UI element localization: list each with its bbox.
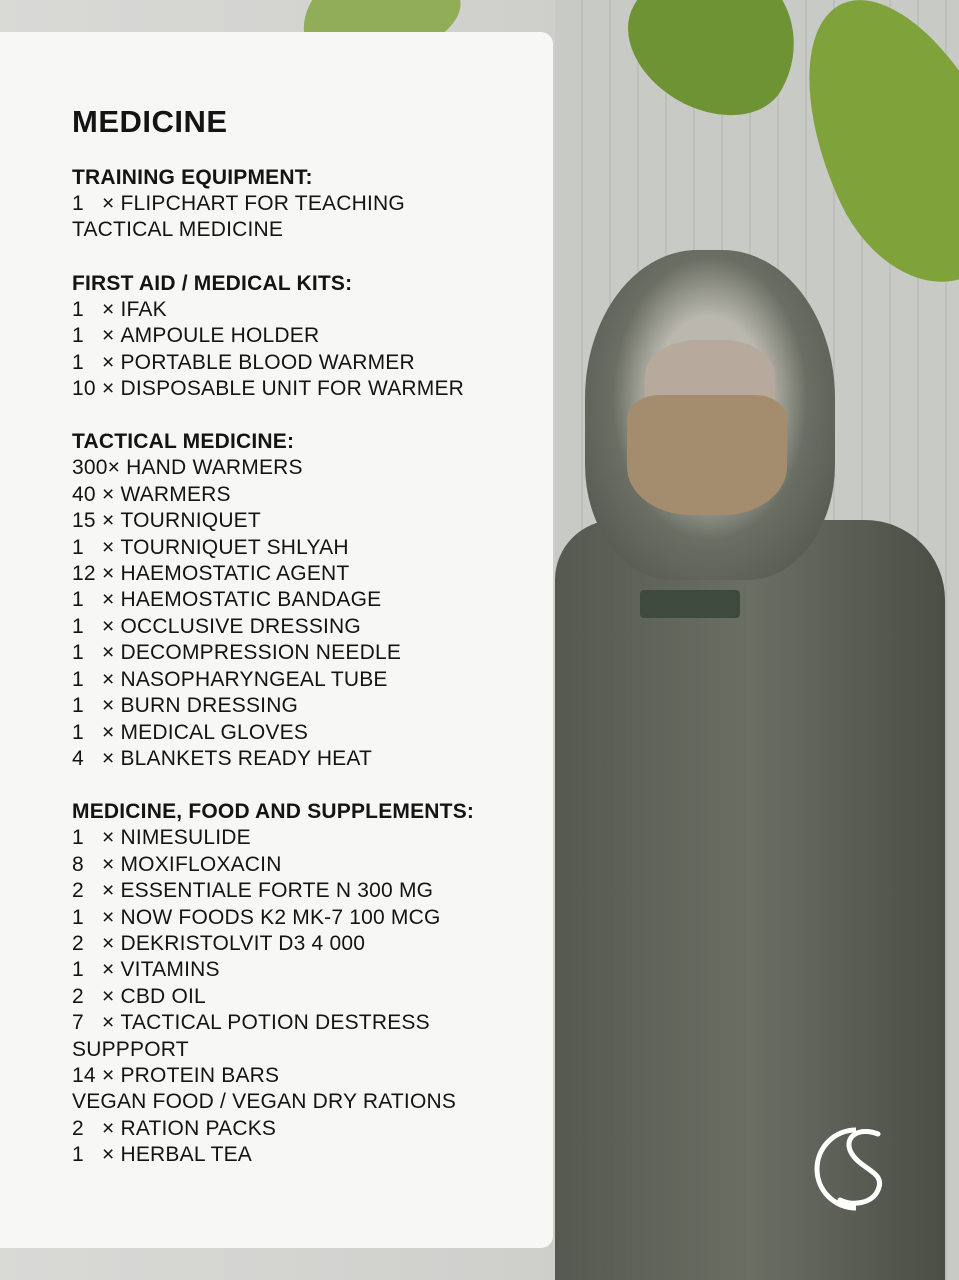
item-text: PROTEIN BARS [120, 1063, 280, 1087]
times-symbol: × [102, 641, 115, 665]
list-item [72, 323, 542, 349]
page-title: MEDICINE [72, 104, 228, 139]
item-text: TACTICAL MEDICINE [72, 218, 284, 242]
item-text: AMPOULE HOLDER [120, 324, 320, 348]
times-symbol: × [102, 720, 115, 744]
list-item [72, 614, 542, 640]
item-text: MEDICAL GLOVES [120, 720, 309, 744]
item-quantity: 1 [72, 641, 84, 665]
item-text: CBD OIL [120, 984, 206, 1008]
item-text: RATION PACKS [120, 1116, 277, 1140]
sections [72, 164, 542, 1169]
item-quantity: 2 [72, 1116, 84, 1140]
times-symbol: × [102, 535, 115, 559]
list-item [72, 984, 542, 1010]
item-quantity: 1 [72, 192, 84, 215]
item-quantity: 2 [72, 879, 84, 903]
item-text: TACTICAL POTION DESTRESS [120, 1011, 430, 1035]
times-symbol: × [102, 746, 115, 770]
item-text: BURN DRESSING [120, 694, 299, 718]
times-symbol: × [102, 588, 115, 612]
times-symbol: × [102, 297, 115, 321]
list-content [72, 102, 542, 1195]
times-symbol: × [102, 482, 115, 506]
list-item [72, 217, 542, 243]
item-quantity: 1 [72, 324, 84, 348]
list-item [72, 297, 542, 323]
list-item [72, 455, 542, 481]
item-quantity: 1 [72, 826, 84, 850]
section-heading: FIRST AID / MEDICAL KITS: [72, 271, 353, 295]
section [72, 798, 542, 1168]
face-mask [627, 395, 787, 515]
section-heading: TACTICAL MEDICINE: [72, 430, 295, 454]
person-photo [555, 250, 959, 1280]
item-quantity: 1 [72, 694, 84, 718]
item-text: FLIPCHART FOR TEACHING [120, 192, 405, 215]
item-quantity: 4 [72, 746, 84, 770]
item-text: VEGAN FOOD / VEGAN DRY RATIONS [72, 1090, 457, 1114]
item-text: DECOMPRESSION NEEDLE [120, 641, 402, 665]
times-symbol: × [102, 324, 115, 348]
list-item [72, 720, 542, 746]
item-text: HAEMOSTATIC AGENT [120, 562, 350, 586]
list-item [72, 825, 542, 851]
list-item [72, 878, 542, 904]
times-symbol: × [102, 879, 115, 903]
item-quantity: 8 [72, 852, 84, 876]
item-quantity: 1 [72, 297, 84, 321]
times-symbol: × [102, 852, 115, 876]
times-symbol: × [102, 562, 115, 586]
times-symbol: × [102, 931, 115, 955]
list-item [72, 535, 542, 561]
item-text: HERBAL TEA [120, 1143, 253, 1167]
section [72, 164, 542, 244]
list-item [72, 1116, 542, 1142]
times-symbol: × [102, 614, 115, 638]
section [72, 428, 542, 772]
list-item [72, 693, 542, 719]
list-item [72, 376, 542, 402]
item-quantity: 1 [72, 588, 84, 612]
item-text: HAEMOSTATIC BANDAGE [120, 588, 382, 612]
item-text: OCCLUSIVE DRESSING [120, 614, 361, 638]
list-item [72, 667, 542, 693]
item-text: NOW FOODS K2 MK-7 100 MCG [120, 905, 441, 929]
list-item [72, 957, 542, 983]
item-text: TOURNIQUET SHLYAH [120, 535, 349, 559]
cs-monogram-icon [808, 1120, 888, 1215]
item-quantity: 1 [72, 667, 84, 691]
times-symbol: × [102, 984, 115, 1008]
times-symbol: × [102, 1116, 115, 1140]
times-symbol: × [102, 667, 115, 691]
item-quantity: 1 [72, 720, 84, 744]
item-quantity: 2 [72, 984, 84, 1008]
list-item [72, 746, 542, 772]
item-quantity: 2 [72, 931, 84, 955]
item-text: TOURNIQUET [120, 509, 261, 533]
list-item [72, 561, 542, 587]
item-text: ESSENTIALE FORTE N 300 MG [120, 879, 434, 903]
times-symbol: × [102, 1143, 115, 1167]
item-text: NASOPHARYNGEAL TUBE [120, 667, 388, 691]
times-symbol: × [102, 509, 115, 533]
item-text: DEKRISTOLVIT D3 4 000 [120, 931, 366, 955]
item-quantity: 1 [72, 905, 84, 929]
item-quantity: 14 [72, 1063, 96, 1087]
item-quantity: 1 [72, 614, 84, 638]
times-symbol: × [102, 958, 115, 982]
list-item [72, 1063, 542, 1089]
times-symbol: × [102, 905, 115, 929]
list-item [72, 852, 542, 878]
item-text: WARMERS [120, 482, 231, 506]
times-symbol: × [102, 826, 115, 850]
list-item [72, 1010, 542, 1036]
list-item [72, 587, 542, 613]
item-quantity: 1 [72, 350, 84, 374]
list-item [72, 640, 542, 666]
list-item [72, 508, 542, 534]
item-text: NIMESULIDE [120, 826, 251, 850]
list-item [72, 931, 542, 957]
section-heading: TRAINING EQUIPMENT: [72, 166, 313, 189]
item-quantity: 7 [72, 1011, 84, 1035]
item-text: MOXIFLOXACIN [120, 852, 282, 876]
item-text: PORTABLE BLOOD WARMER [120, 350, 415, 374]
times-symbol: × [102, 377, 115, 401]
list-item [72, 1089, 542, 1115]
section [72, 270, 542, 403]
item-quantity: 1 [72, 535, 84, 559]
times-symbol: × [102, 192, 115, 215]
item-quantity: 1 [72, 1143, 84, 1167]
buckle [640, 590, 740, 618]
item-quantity: 300 [72, 456, 108, 480]
times-symbol: × [107, 456, 121, 480]
item-quantity: 10 [72, 377, 96, 401]
list-item [72, 350, 542, 376]
times-symbol: × [102, 1011, 115, 1035]
item-text: BLANKETS READY HEAT [120, 746, 373, 770]
times-symbol: × [102, 694, 115, 718]
list-item [72, 482, 542, 508]
item-quantity: 15 [72, 509, 96, 533]
list-item [72, 905, 542, 931]
list-item [72, 191, 542, 217]
item-text: DISPOSABLE UNIT FOR WARMER [120, 377, 465, 401]
item-text: IFAK [120, 297, 167, 321]
item-quantity: 12 [72, 562, 96, 586]
item-text: VITAMINS [120, 958, 220, 982]
item-quantity: 1 [72, 958, 84, 982]
section-heading: MEDICINE, FOOD AND SUPPLEMENTS: [72, 800, 475, 824]
item-text: HAND WARMERS [126, 456, 303, 480]
times-symbol: × [102, 1063, 115, 1087]
item-quantity: 40 [72, 482, 96, 506]
item-text: SUPPPORT [72, 1037, 189, 1061]
list-item [72, 1037, 542, 1063]
times-symbol: × [102, 350, 115, 374]
list-item [72, 1142, 542, 1168]
